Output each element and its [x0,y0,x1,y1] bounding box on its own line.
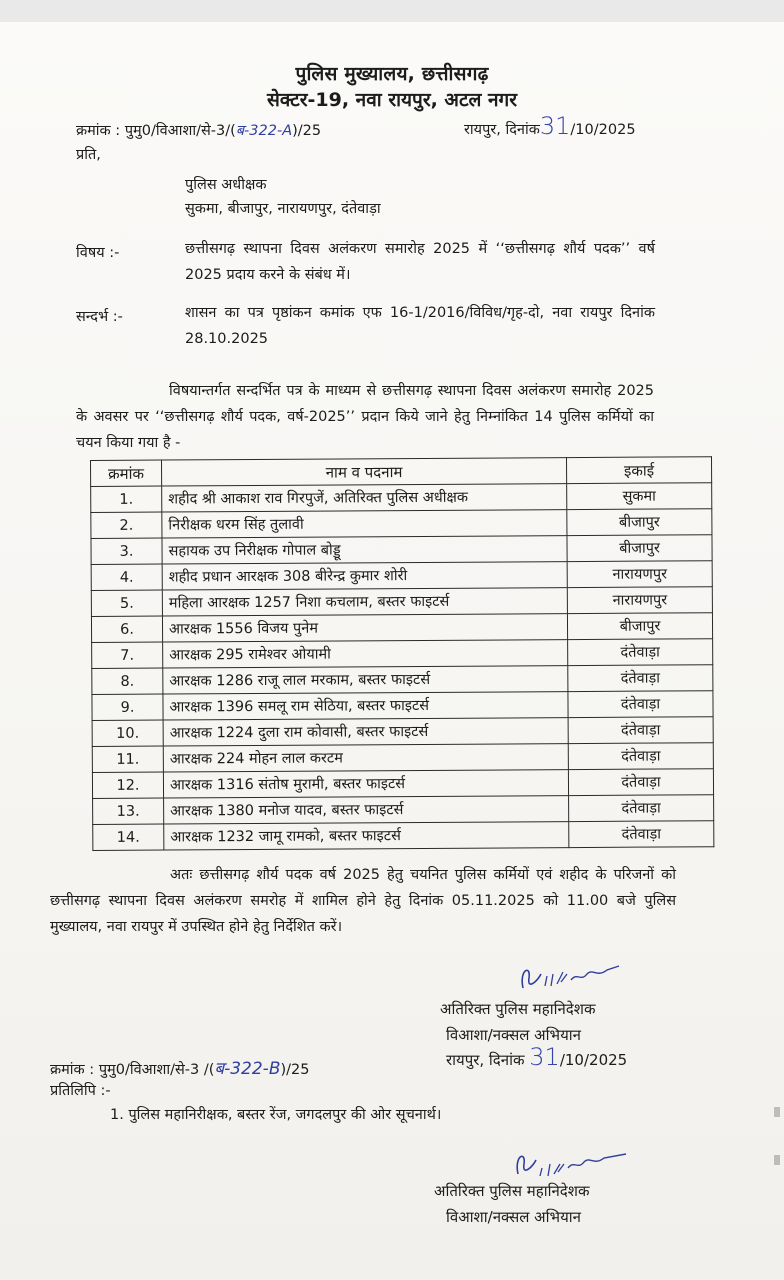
viewer-top-bar [0,0,784,22]
serial-cell: 6. [91,616,162,642]
table-row [91,483,712,513]
name-cell: सहायक उप निरीक्षक गोपाल बोड्डू [162,536,567,564]
name-cell: आरक्षक 1232 जामू रामको, बस्तर फाइटर्स [164,822,569,850]
table-row [92,769,713,799]
table-row [92,691,713,721]
copy-to-label: प्रतिलिपि :- [50,1083,111,1099]
serial-cell: 12. [92,772,163,798]
signatory-1-designation: अतिरिक्त पुलिस महानिदेशक [440,1000,596,1018]
copy-reference-label: क्रमांक : [50,1062,95,1078]
name-cell: आरक्षक 1224 दुला राम कोवासी, बस्तर फाइटर्स [163,718,568,746]
reference-place-date-label: रायपुर, दिनांक [464,122,540,138]
name-cell: आरक्षक 295 रामेश्वर ओयामी [163,640,568,668]
table-row [92,717,713,747]
name-cell: शहीद श्री आकाश राव गिरपुजें, अतिरिक्त पुलिस अधीक्षक [162,484,567,512]
unit-cell: दंतेवाड़ा [568,769,713,796]
unit-cell: बीजापुर [567,509,712,536]
table-row [91,535,712,565]
serial-cell: 5. [91,590,162,616]
scan-edge-mark [774,1155,780,1165]
name-cell: आरक्षक 224 मोहन लाल करटम [163,744,568,772]
unit-cell: नारायणपुर [567,587,712,614]
reference-date-day: 31 [539,112,571,140]
name-cell: आरक्षक 1380 मनोज यादव, बस्तर फाइटर्स [164,796,569,824]
signatory-1-department: विआशा/नक्सल अभियान [446,1026,581,1044]
table-row [91,587,712,617]
unit-cell: दंतेवाड़ा [569,795,714,822]
subject-text: छत्तीसगढ़ स्थापना दिवस अलंकरण समारोह 2025 में ‘‘छत्तीसगढ़ शौर्य पदक’’ वर्ष 2025 प्रदाय करने के संबंध में। [185,241,655,283]
table-row [92,743,713,773]
header-name-designation: नाम व पदनाम [162,458,567,486]
table-header-row [91,457,712,487]
reference-date-rest: /10/2025 [570,122,636,138]
body-paragraph-1: विषयान्तर्गत सन्दर्भित पत्र के माध्यम से छत्तीसगढ़ स्थापना दिवस अलंकरण समारोह 2025 के अवसर पर ‘‘छत्तीसगढ़ शौर्य पदक, वर्ष-2025’’ प्रदान किये जाने हेतु निम्नांकित 14 पुलिस कर्मियों का चयन किया गया है - [76,383,654,451]
name-cell: शहीद प्रधान आरक्षक 308 बीरेन्द्र कुमार शोरी [162,562,567,590]
name-cell: आरक्षक 1286 राजू लाल मरकाम, बस्तर फाइटर्स [163,666,568,694]
name-cell: आरक्षक 1396 समलू राम सेठिया, बस्तर फाइटर्स [163,692,568,720]
signature-scribble-icon [515,960,625,1000]
serial-cell: 13. [93,798,164,824]
unit-cell: सुकमा [567,483,712,510]
reference-label: क्रमांक : [76,123,121,139]
scan-edge-mark [774,1107,780,1117]
serial-cell: 10. [92,720,163,746]
table-row [92,639,713,669]
reference-letter-label: सन्दर्भ :- [76,309,123,325]
serial-cell: 4. [91,564,162,590]
reference-number [76,120,321,140]
signatory-1-date-day: 31 [529,1043,560,1071]
serial-cell: 14. [93,824,164,850]
name-cell: निरीक्षक धरम सिंह तुलावी [162,510,567,538]
unit-cell: नारायणपुर [567,561,712,588]
subject-label: विषय :- [76,245,120,261]
unit-cell: बीजापुर [567,535,712,562]
unit-cell: दंतेवाड़ा [569,821,714,848]
table-row [92,665,713,695]
serial-cell: 11. [92,746,163,772]
serial-cell: 3. [91,538,162,564]
letter-page [0,22,784,1280]
table-row [91,561,712,591]
serial-cell: 1. [91,486,162,512]
unit-cell: दंतेवाड़ा [568,691,713,718]
copy-reference-number [50,1056,309,1079]
reference-handwritten: ब-322-A [235,123,293,139]
office-name: पुलिस मुख्यालय, छत्तीसगढ़ [295,63,489,85]
serial-cell: 2. [91,512,162,538]
serial-cell: 7. [92,642,163,668]
reference-suffix: )/25 [292,123,322,139]
serial-cell: 8. [92,668,163,694]
name-cell: आरक्षक 1556 विजय पुनेम [162,614,567,642]
header-serial: क्रमांक [91,460,162,486]
addressee-districts: सुकमा, बीजापुर, नारायणपुर, दंतेवाड़ा [185,201,381,217]
unit-cell: दंतेवाड़ा [568,743,713,770]
signatory-1-date [446,1043,628,1071]
table-row [91,613,712,643]
unit-cell: बीजापुर [567,613,712,640]
addressee-designation: पुलिस अधीक्षक [185,177,267,193]
office-address: सेक्टर-19, नवा रायपुर, अटल नगर [266,89,518,111]
name-cell: महिला आरक्षक 1257 निशा कचलाम, बस्तर फाइटर्स [162,588,567,616]
copy-reference-handwritten: ब-322-B [214,1059,281,1079]
header-unit: इकाई [566,457,711,484]
signatory-1-place-date-label: रायपुर, दिनांक [446,1051,525,1069]
table-row [91,509,712,539]
signatory-2-department: विआशा/नक्सल अभियान [446,1208,581,1226]
reference-date [464,112,636,140]
table-row [93,795,714,825]
serial-cell: 9. [92,694,163,720]
unit-cell: दंतेवाड़ा [568,665,713,692]
reference-letter-text: शासन का पत्र पृष्ठांकन कमांक एफ 16-1/2016/विविध/गृह-दो, नवा रायपुर दिनांक 28.10.2025 [185,305,655,347]
to-label: प्रति, [76,147,101,163]
copy-reference-prefix: पुमु0/विआशा/से-3 /( [98,1062,215,1078]
name-cell: आरक्षक 1316 संतोष मुरामी, बस्तर फाइटर्स [163,770,568,798]
table-row [93,821,714,851]
awardees-table [90,456,714,851]
signatory-2-designation: अतिरिक्त पुलिस महानिदेशक [434,1182,590,1200]
copy-to-item: 1. पुलिस महानिरीक्षक, बस्तर रेंज, जगदलपुर की ओर सूचनार्थ। [110,1107,442,1123]
unit-cell: दंतेवाड़ा [568,717,713,744]
reference-prefix: पुमु0/विआशा/से-3/( [124,123,236,139]
unit-cell: दंतेवाड़ा [568,639,713,666]
copy-reference-suffix: )/25 [280,1062,310,1078]
signatory-1-date-rest: /10/2025 [559,1051,628,1069]
body-paragraph-2: अतः छत्तीसगढ़ शौर्य पदक वर्ष 2025 हेतु चयनित पुलिस कर्मियों एवं शहीद के परिजनों को छत्तीसगढ़ स्थापना दिवस अलंकरण समरोह में शामिल होने हेतु दिनांक 05.11.2025 को 11.00 बजे पुलिस मुख्यालय, नवा रायपुर में उपस्थित होने हेतु निर्देशित करें। [50,867,676,935]
